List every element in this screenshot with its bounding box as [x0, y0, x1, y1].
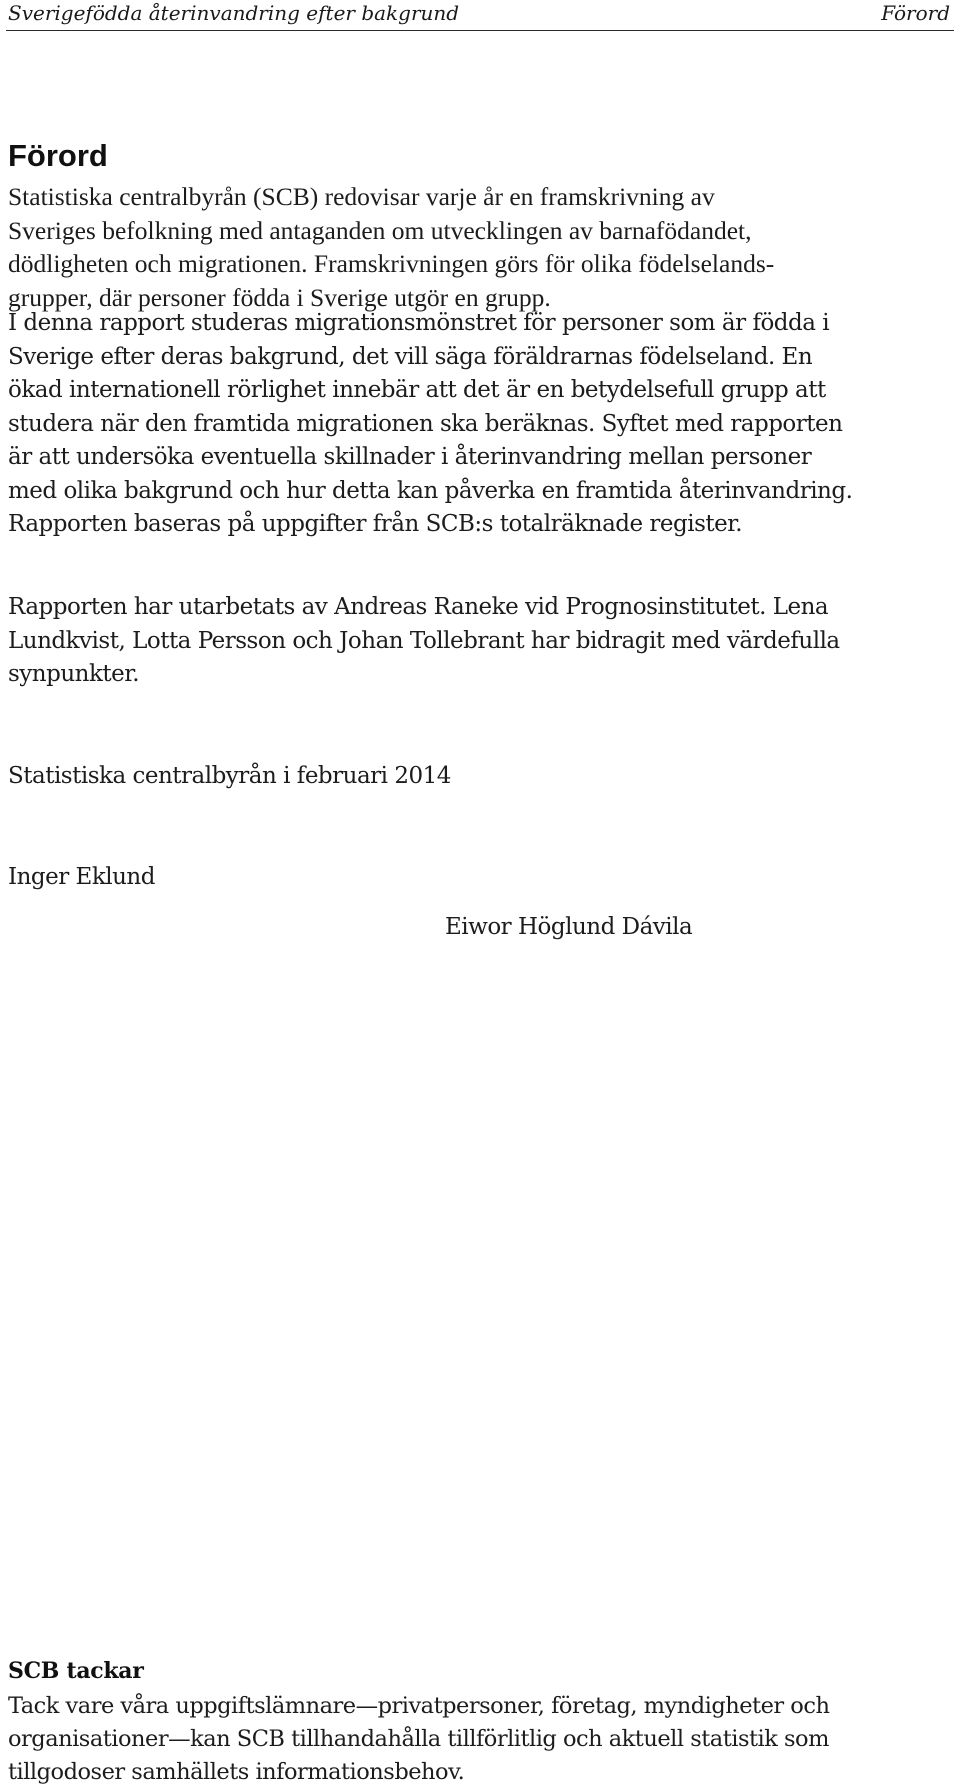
- intro-paragraph: [8, 180, 958, 314]
- running-header-section: Förord: [881, 1, 950, 25]
- study-line: studera när den framtida migrationen ska beräknas. Syftet med rapporten: [8, 410, 843, 437]
- study-line: med olika bakgrund och hur detta kan påverka en framtida återinvandring.: [8, 477, 853, 504]
- thanks-title: SCB tackar: [8, 1658, 144, 1684]
- study-line: är att undersöka eventuella skillnader i återinvandring mellan personer: [8, 444, 812, 470]
- study-line: Sverige efter deras bakgrund, det vill säga föräldrarnas födelseland. En: [8, 343, 813, 370]
- intro-line: Statistiska centralbyrån (SCB) redovisar varje år en framskrivning av: [8, 182, 715, 211]
- intro-line: dödligheten och migrationen. Framskrivningen görs för olika födelselands-: [8, 249, 775, 278]
- intro-line: Sveriges befolkning med antaganden om utvecklingen av barnafödandet,: [8, 215, 752, 245]
- header-rule: [6, 30, 954, 31]
- study-line: I denna rapport studeras migrationsmönstret för personer som är födda i: [8, 310, 830, 336]
- thanks-line: organisationer—kan SCB tillhandahålla tillförlitlig och aktuell statistik som: [8, 1726, 829, 1752]
- page-title: Förord: [8, 138, 108, 173]
- authors-line: synpunkter.: [8, 661, 140, 687]
- authors-paragraph: [8, 591, 958, 692]
- study-line: Rapporten baseras på uppgifter från SCB:s totalräknade register.: [8, 511, 743, 537]
- signatory-head: Eiwor Höglund Dávila: [445, 914, 693, 940]
- study-paragraph: [8, 307, 958, 542]
- thanks-paragraph: [8, 1690, 958, 1789]
- signatory-director: Inger Eklund: [8, 864, 155, 890]
- authors-line: Lundkvist, Lotta Persson och Johan Tollebrant har bidragit med värdefulla: [8, 627, 840, 654]
- study-line: ökad internationell rörlighet innebär att det är en betydelsefull grupp att: [8, 377, 826, 403]
- running-header-title: Sverigefödda återinvandring efter bakgrund: [8, 1, 460, 25]
- running-header: [8, 0, 950, 26]
- intro-line: grupper, där personer födda i Sverige utgör en grupp.: [8, 282, 551, 312]
- thanks-line: tillgodoser samhällets informationsbehov.: [8, 1759, 465, 1785]
- authors-line: Rapporten har utarbetats av Andreas Raneke vid Prognosinstitutet. Lena: [8, 594, 829, 620]
- thanks-line: Tack vare våra uppgiftslämnare—privatpersoner, företag, myndigheter och: [8, 1693, 830, 1719]
- dateline: Statistiska centralbyrån i februari 2014: [8, 763, 451, 789]
